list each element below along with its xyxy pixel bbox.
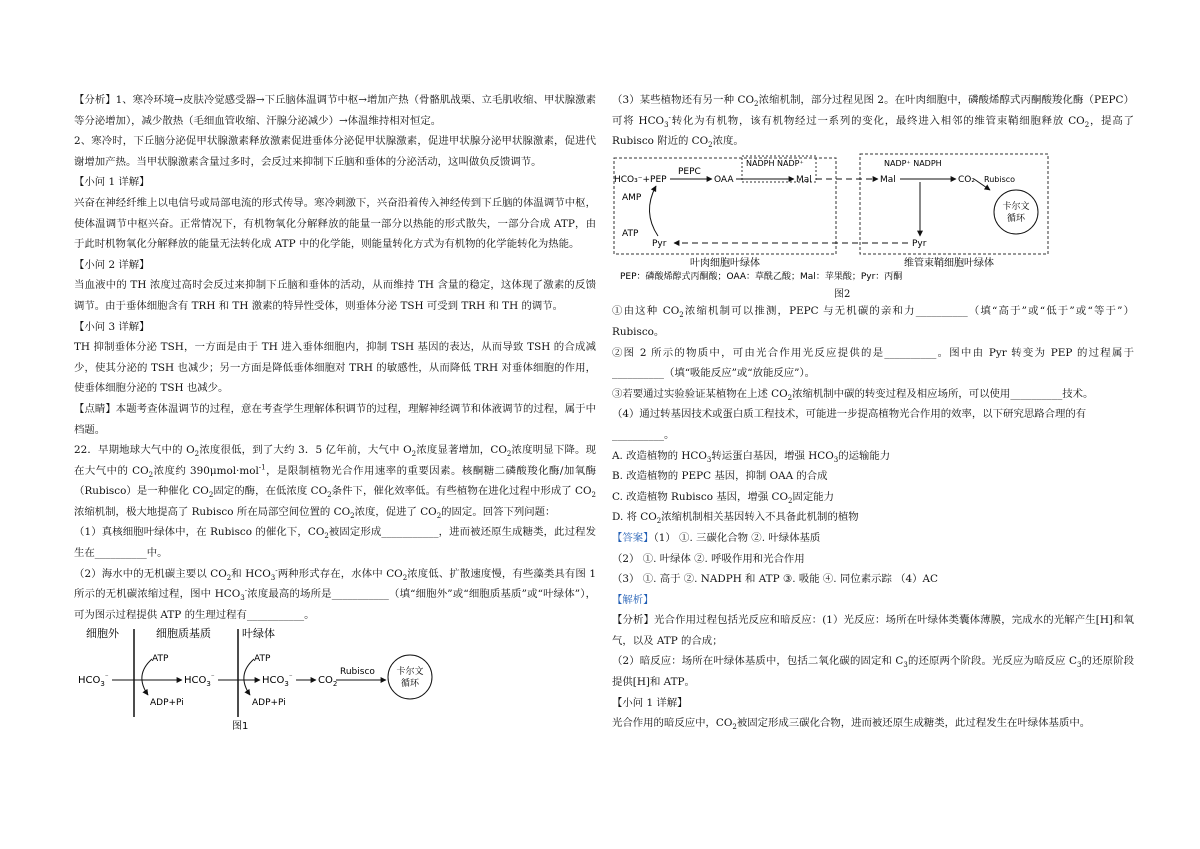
nadph-nadp-label: NADPH NADP⁺	[746, 158, 804, 168]
pyr-label: Pyr	[652, 238, 667, 249]
adp-label: ADP+Pi	[150, 698, 184, 709]
rubisco-label: Rubisco	[340, 667, 375, 678]
subquestion-heading: 【小问 3 详解】	[74, 320, 150, 333]
option-b: B. 改造植物的 PEPC 基因，抑制 OAA 的合成	[612, 470, 828, 483]
mal-label: Mal	[796, 174, 812, 185]
pyr-label: Pyr	[912, 238, 927, 249]
figure-2-legend: PEP：磷酸烯醇式丙酮酸；OAA：草酰乙酸；Mal：苹果酸；Pyr：丙酮	[620, 271, 903, 282]
subquestion-heading: 【小问 2 详解】	[74, 258, 150, 271]
analysis-paragraph-2: 2、寒冷时，下丘脑分泌促甲状腺激素释放激素促进垂体分泌促甲状腺激素，促进甲状腺分泌甲状腺激素，促进代谢增加产热。当甲状腺激素含量过多时，会反过来抑制下丘脑和垂体的分泌活动，这叫做负反馈调节。	[74, 135, 596, 168]
calvin-cycle-circle	[994, 190, 1038, 234]
solution-detail: 光合作用的暗反应中，$CO_2$被固定形成三碳化合物，进而被还原生成糖类，此过程发生在叶绿体基质中。	[612, 717, 1091, 732]
atp-label: ATP	[622, 228, 639, 239]
oaa-label: OAA	[714, 174, 734, 185]
calvin-cycle-label: 卡尔文	[396, 667, 424, 678]
explanation-paragraph: TH 抑制垂体分泌 TSH，一方面是由于 TH 进入垂体细胞内，抑制 TSH 基因的表达，从而导致 TSH 的合成减少，使其分泌的 TSH 也减少；另一方面是降低垂体细胞对 TRH 的敏感性，从而降低 TRH 对垂体细胞的作用，使垂体细胞分泌的 TSH 也减少。	[74, 341, 596, 395]
question-22-part-1: （1）真核细胞叶绿体中，在 Rubisco 的催化下，$CO_2$被固定形成___________，进而被还原生成糖类，此过程发生在__________中。	[74, 526, 597, 560]
explanation-paragraph: 当血液中的 TH 浓度过高时会反过来抑制下丘脑和垂体的活动，从而维持 TH 含量的稳定，这体现了激素的反馈调节。由于垂体细胞含有 TRH 和 TH 激素的特异性受体，则垂体分泌 TSH 可受到 TRH 和 TH 的调节。	[74, 279, 596, 312]
left-column	[74, 90, 596, 741]
co2-label: $CO_2$	[318, 675, 338, 689]
mesophyll-label: 叶肉细胞叶绿体	[690, 257, 760, 269]
adp-label: ADP+Pi	[252, 698, 286, 709]
subquestion-heading: 【小问 1 详解】	[74, 176, 150, 189]
subquestion-heading: 【小问 1 详解】	[612, 696, 688, 709]
amp-label: AMP	[622, 192, 642, 203]
explanation-paragraph: 兴奋在神经纤维上以电信号或局部电流的形式传导。寒冷刺激下，兴奋沿着传入神经传到下丘脑的体温调节中枢，使体温调节中枢兴奋。正常情况下，有机物氧化分解释放的能量一部分以热能的形式散失，一部分合成 ATP，由于此时机物氧化分解释放的能量无法转化成 ATP 中的化学能，则能量转化方式为有机物的化学能转化为热能。	[74, 196, 596, 251]
calvin-cycle-label: 卡尔文	[1002, 201, 1030, 212]
option-c: C. 改造植物 Rubisco 基因，增强 $CO_2$固定能力	[612, 490, 835, 505]
figure-2	[612, 152, 1134, 302]
mesophyll-chloroplast-box	[614, 158, 836, 254]
calvin-cycle-circle	[388, 655, 432, 699]
atp-label: ATP	[152, 654, 169, 665]
comment-paragraph: 【点睛】本题考查体温调节的过程，意在考查学生理解体积调节的过程，理解神经调节和体液调节的过程，属于中档题。	[74, 402, 596, 436]
question-part-3-2: ②图 2 所示的物质中，可由光合作用光反应提供的是__________。图中由 Pyr 转变为 PEP 的过程属于__________（填“吸能反应”或“放能反应”）。	[612, 346, 1134, 380]
solution-label: 【解析】	[612, 593, 654, 606]
calvin-cycle-label: 循环	[1006, 213, 1026, 224]
region-label-extracellular: 细胞外	[86, 627, 119, 641]
option-d: D. 将 $CO_2$浓缩机制相关基因转入不具备此机制的植物	[612, 511, 859, 526]
hco3-label: $HCO_3^{^-}$	[78, 673, 109, 689]
option-a: A. 改造植物的 $HCO_3$转运蛋白基因，增强 $HCO_3$的运输能力	[612, 449, 891, 464]
right-column	[612, 90, 1134, 734]
answer-line-3: （3） ①. 高于 ②. NADPH 和 ATP ③. 吸能 ④. 同位素示踪 （4）AC	[612, 573, 939, 586]
region-label-cytoplasm: 细胞质基质	[156, 627, 211, 641]
bundle-sheath-label: 维管束鞘细胞叶绿体	[904, 257, 994, 269]
question-22-part-2: （2）海水中的无机碳主要以 $CO_2$和 $HCO_3^-$两种形式存在，水体中 $CO_2$浓度低、扩散速度慢，有些藻类具有图 1 所示的无机碳浓缩过程，图中 $HCO_3^-$浓度最高的场所是___________（填“细胞外”或“细胞质基质”或“叶绿体”），可为图示过程提供 ATP 的生理过程有___________。	[74, 566, 597, 621]
solution-analysis-2: （2）暗反应：场所在叶绿体基质中，包括二氧化碳的固定和 $C_3$的还原两个阶段。光反应为暗反应 $C_3$的还原阶段提供[H]和 ATP。	[612, 655, 1134, 689]
figure-2-diagram	[612, 152, 1082, 282]
answer-line-1: 【答案】（1） ①. 三碳化合物 ②. 叶绿体基质	[612, 531, 821, 544]
region-label-chloroplast: 叶绿体	[242, 627, 275, 641]
hco3-label: $HCO_3^{^-}$	[184, 673, 215, 689]
figure-1	[74, 625, 596, 741]
rubisco-label: Rubisco	[984, 174, 1016, 184]
solution-analysis: 【分析】光合作用过程包括光反应和暗反应：(1）光反应：场所在叶绿体类囊体薄膜，完成水的光解产生[H]和氧气，以及 ATP 的合成；	[612, 614, 1134, 647]
co2-label: CO₂	[958, 174, 975, 185]
figure-1-caption: 图1	[232, 721, 249, 733]
question-22-part-3: （3）某些植物还有另一种 $CO_2$浓缩机制，部分过程见图 2。在叶肉细胞中，磷酸烯醇式丙酮酸羧化酶（PEPC）可将 $HCO_3^-$转化为有机物，该有机物经过一系列的变化，最终进入相邻的维管束鞘细胞释放 $CO_2$，提高了 Rubisco 附近的 $CO_2$浓度。	[612, 94, 1134, 150]
question-part-3-1: ①由这种 $CO_2$浓缩机制可以推测，PEPC 与无机碳的亲和力__________（填“高于”或“低于”或“等于”）Rubisco。	[612, 305, 1134, 338]
figure-1-diagram	[74, 625, 474, 733]
answer-line-2: （2） ①. 叶绿体 ②. 呼吸作用和光合作用	[612, 552, 805, 565]
figure-2-caption: 图2	[834, 289, 851, 301]
nadp-nadph-label: NADP⁺ NADPH	[884, 158, 942, 168]
analysis-paragraph: 【分析】1、寒冷环境→皮肤冷觉感受器→下丘脑体温调节中枢→增加产热（骨骼肌战栗、立毛肌收缩、甲状腺激素等分泌增加），减少散热（毛细血管收缩、汗腺分泌减少）→体温维持相对恒定。	[74, 94, 596, 127]
hco3-pep-label: HCO₃⁻+PEP	[614, 174, 667, 185]
mal-label: Mal	[880, 174, 896, 185]
calvin-cycle-label: 循环	[400, 679, 420, 690]
question-part-3-3: ③若要通过实验验证某植物在上述 $CO_2$浓缩机制中碳的转变过程及相应场所，可以使用__________技术。	[612, 387, 1094, 402]
atp-label: ATP	[254, 654, 271, 665]
question-22-stem: 22．早期地球大气中的 $O_2$浓度很低，到了大约 3．5 亿年前，大气中 $O_2$浓度显著增加，$CO_2$浓度明显下降。现在大气中的 $CO_2$浓度约 390μmol·mol$^{-1}$，是限制植物光合作用速率的重要因素。核酮糖二磷酸羧化酶/加氧酶（Rubisco）是一种催化 $CO_2$固定的酶，在低浓度 $CO_2$条件下，催化效率低。有些植物在进化过程中形成了 $CO_2$浓缩机制，极大地提高了 Rubisco 所在局部空间位置的 $CO_2$浓度，促进了 $CO_2$的固定。回答下列问题：	[74, 444, 597, 520]
question-part-4: （4）通过转基因技术或蛋白质工程技术，可能进一步提高植物光合作用的效率，以下研究思路合理的有 __________。	[612, 408, 1087, 441]
hco3-label: $HCO_3^{^-}$	[262, 673, 293, 689]
pepc-label: PEPC	[678, 166, 701, 177]
